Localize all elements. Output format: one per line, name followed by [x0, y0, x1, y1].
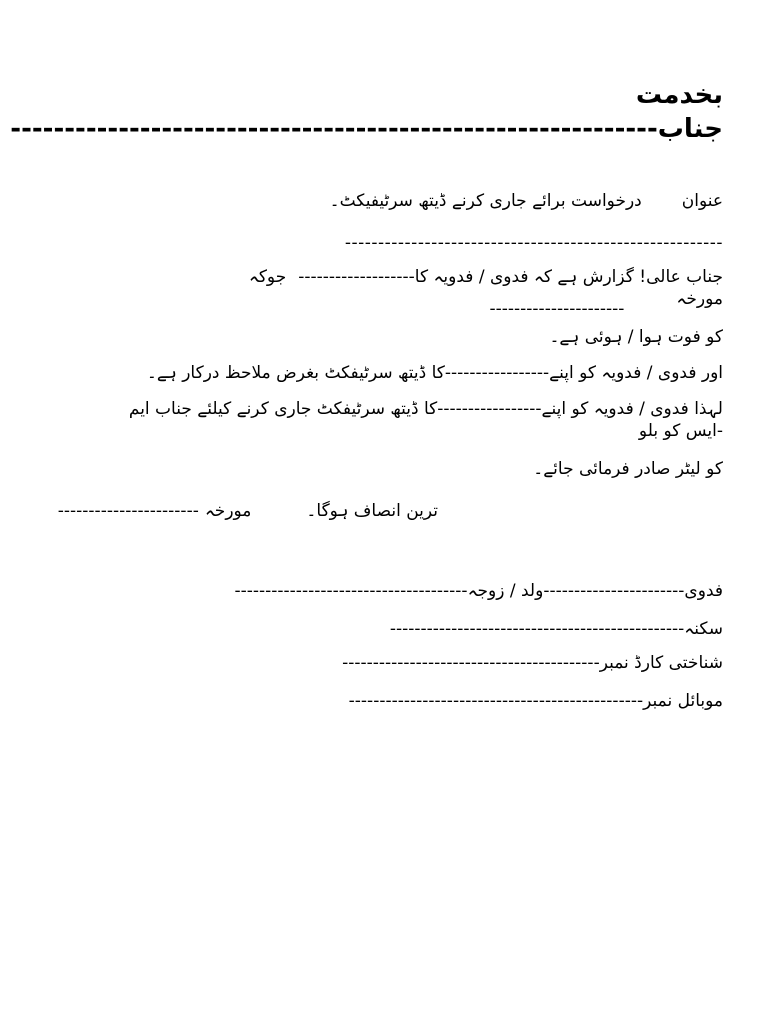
subject-line: [45, 190, 723, 212]
applicant-name-blank[interactable]: -----------------------: [543, 581, 685, 601]
closing-date-label: مورخہ: [204, 501, 252, 521]
justice-text: ترین انصاف ہوگا۔: [306, 501, 438, 521]
body-line-4: [45, 362, 723, 384]
deceased-name-blank[interactable]: -------------------: [298, 267, 415, 287]
petition-continuation: جوکہ: [248, 267, 287, 287]
father-label: ولد / زوجہ: [467, 581, 544, 601]
letter-request: کو لیٹر صادر فرمائی جائے۔: [533, 459, 723, 479]
therefore-start: لہذا فدوی / فدویہ کو اپنے: [541, 399, 723, 419]
closing-date-blank[interactable]: -----------------------: [57, 501, 199, 521]
cnic-label: شناختی کارڈ نمبر: [599, 653, 723, 673]
applicant-name-label: فدوی: [684, 581, 723, 601]
death-date-row: [489, 298, 723, 320]
death-date-blank[interactable]: ----------------------: [489, 299, 625, 319]
body-line-1: [45, 266, 723, 288]
title-text: بخدمت: [635, 80, 723, 110]
body-line-6: [45, 420, 723, 442]
mobile-blank[interactable]: ------------------------------------------------: [348, 691, 644, 711]
applicant-name-line: [45, 580, 723, 602]
therefore-end: کا ڈیتھ سرٹیفکٹ جاری کرنے کیلئے جناب ایم: [128, 399, 438, 419]
mobile-line: [45, 690, 723, 712]
cnic-blank[interactable]: ------------------------------------------: [342, 653, 600, 673]
addressee-line: [10, 114, 723, 144]
body-line-5: [45, 398, 723, 420]
mobile-label: موبائل نمبر: [643, 691, 723, 711]
relation-blank-2[interactable]: -----------------: [437, 399, 542, 419]
residence-line: [45, 618, 723, 640]
residence-blank[interactable]: ------------------------------------------------: [389, 619, 685, 639]
subject-label: عنوان: [681, 191, 723, 211]
petition-text: جناب عالی! گزارش ہے کہ فدوی / فدویہ کا: [414, 267, 723, 287]
body-line-8: [45, 500, 438, 522]
addressee-blank[interactable]: ------------------------------------------------------------: [10, 114, 658, 144]
separator: ---------------------------------------------------------: [344, 233, 723, 253]
ms-text: -ایس کو بلو: [638, 421, 723, 441]
addressee-label: جناب: [657, 114, 723, 144]
separator-line: [45, 232, 723, 254]
date-label: مورخہ: [676, 289, 723, 309]
body-line-3: [45, 326, 723, 348]
request-start: اور فدوی / فدویہ کو اپنے: [549, 363, 723, 383]
salutation-title: [45, 80, 723, 110]
request-end: کا ڈیتھ سرٹیفکٹ بغرض ملاحظ درکار ہے۔: [146, 363, 445, 383]
residence-label: سکنہ: [684, 619, 723, 639]
father-blank[interactable]: --------------------------------------: [234, 581, 468, 601]
death-statement: کو فوت ہوا / ہوئی ہے۔: [549, 327, 723, 347]
body-line-7: [45, 458, 723, 480]
cnic-line: [45, 652, 723, 674]
relation-blank-1[interactable]: -----------------: [444, 363, 550, 383]
subject-text: درخواست برائے جاری کرنے ڈیتھ سرٹیفیکٹ۔: [329, 191, 642, 211]
